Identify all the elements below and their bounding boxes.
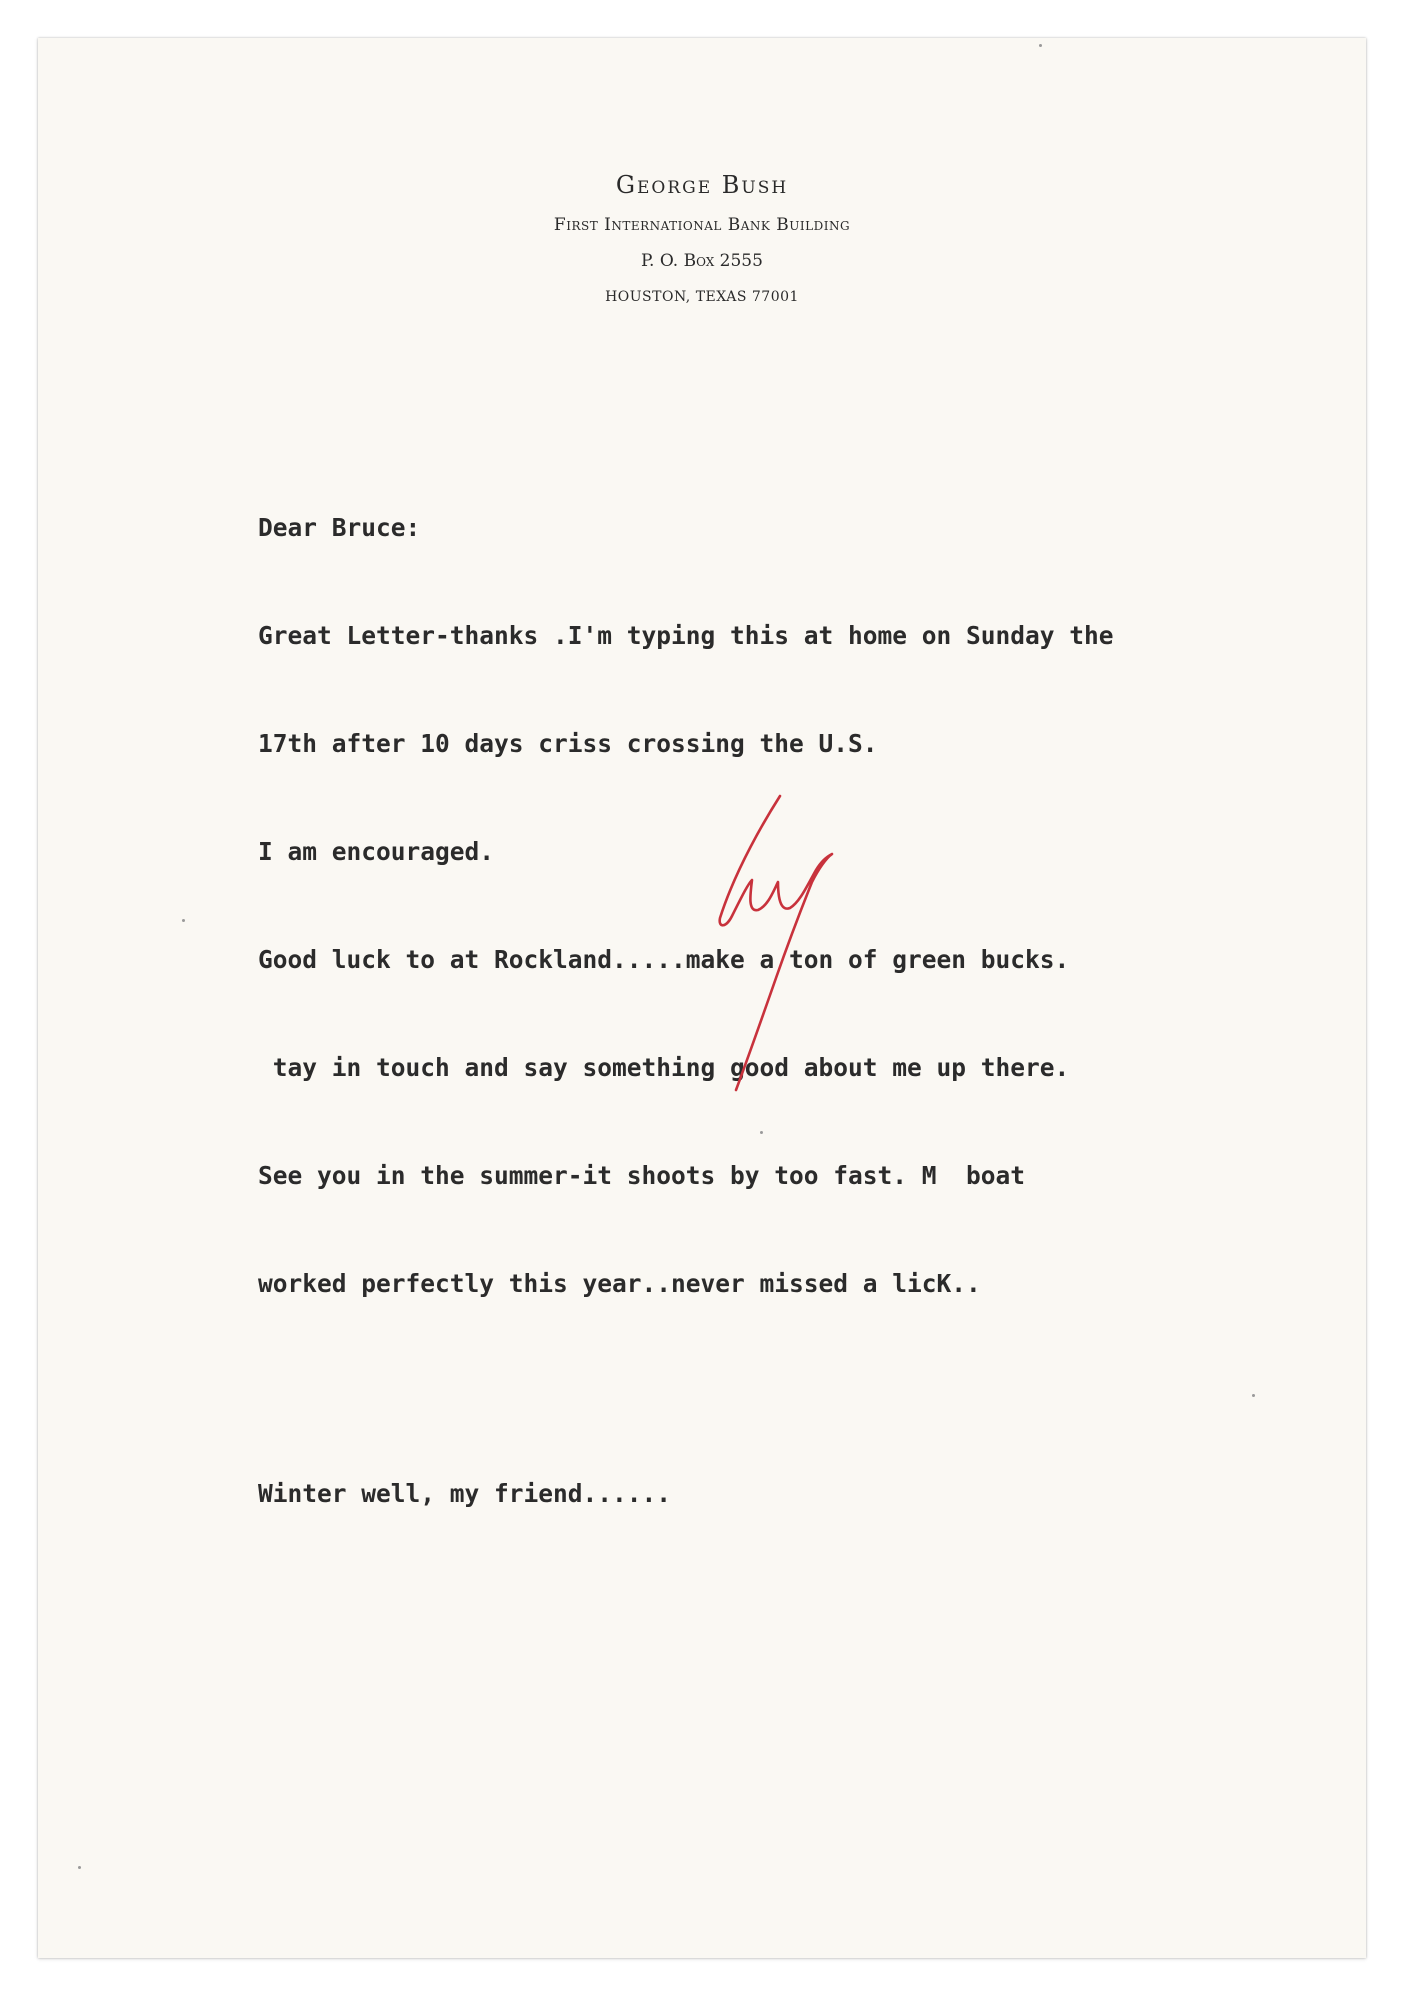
letterhead-city: HOUSTON, TEXAS 77001 — [605, 289, 799, 305]
paper-speck — [78, 1866, 81, 1869]
letterhead-building: First International Bank Building — [553, 215, 851, 235]
paper-speck — [760, 1131, 763, 1134]
signature-graphic — [718, 778, 918, 1138]
letter-line: See you in the summer-it shoots by too fast. M boat — [258, 1161, 1026, 1190]
paper-speck — [1252, 1394, 1255, 1397]
signature-stroke — [720, 796, 832, 1090]
letter-line: worked perfectly this year..never missed a licK.. — [258, 1269, 981, 1298]
paper-speck — [1039, 44, 1042, 47]
letter-line: 17th after 10 days criss crossing the U.S. — [258, 729, 878, 758]
letter-line: I am encouraged. — [258, 837, 495, 866]
letterhead-po-box: P. O. Box 2555 — [641, 251, 763, 271]
letterhead-name: George Bush — [615, 171, 789, 199]
letter-closing: Winter well, my friend...... — [258, 1479, 672, 1508]
paragraph-gap — [258, 1374, 1348, 1404]
letter-salutation: Dear Bruce: — [258, 513, 421, 542]
letter-line: tay in touch and say something good about me up there. — [258, 1053, 1070, 1082]
paper-speck — [182, 919, 185, 922]
letter-line: Good luck to at Rockland.....make a ton of green bucks. — [258, 945, 1070, 974]
letter-sheet — [38, 38, 1366, 1958]
letter-line: Great Letter-thanks .I'm typing this at home on Sunday the — [258, 621, 1114, 650]
